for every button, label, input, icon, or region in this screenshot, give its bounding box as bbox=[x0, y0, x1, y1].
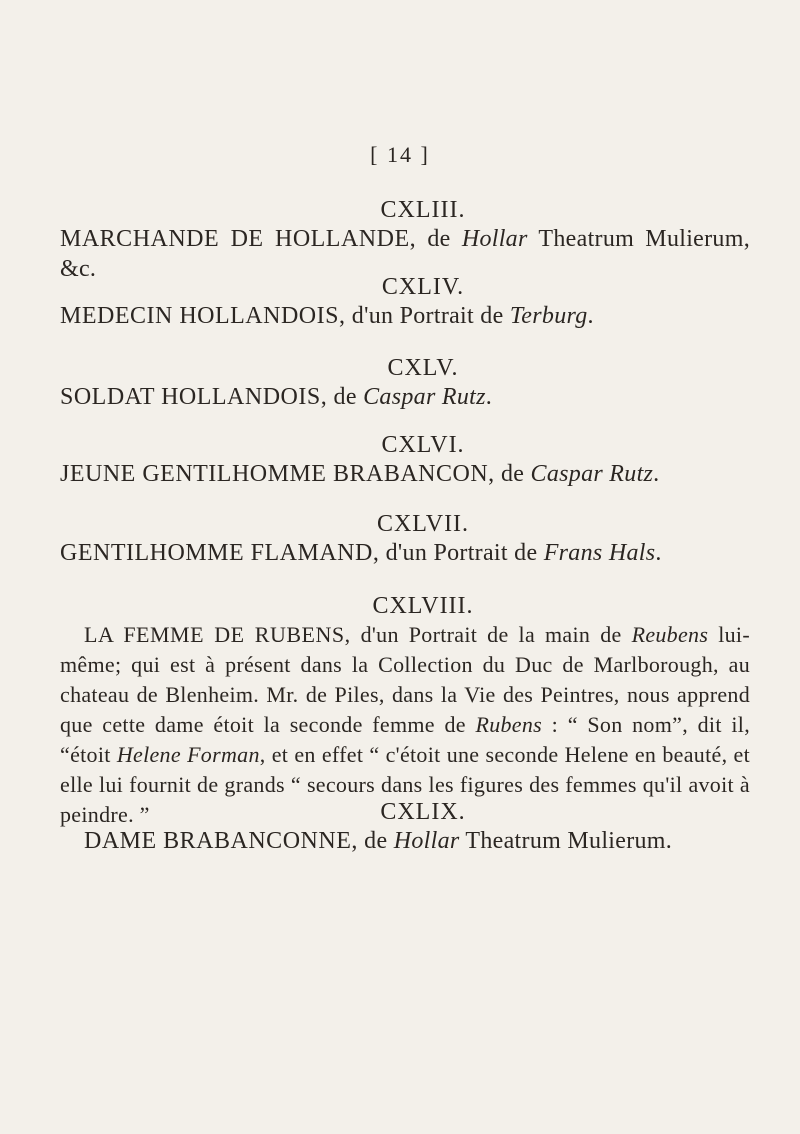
entry-numeral: CXLVII. bbox=[376, 511, 470, 537]
entry-rest-2: : “ Son nom”, dit il, “étoit bbox=[60, 712, 751, 767]
entry-rest: . bbox=[655, 540, 662, 566]
entry-artist: Caspar Rutz bbox=[530, 461, 654, 487]
entry-cxlvi bbox=[60, 431, 750, 489]
entry-caps: LA FEMME DE RUBENS, bbox=[84, 622, 351, 647]
entry-connector: d'un Portrait de bbox=[379, 540, 544, 566]
entry-caps: MARCHANDE DE HOLLANDE, bbox=[60, 226, 417, 252]
entry-artist: Reubens bbox=[631, 622, 709, 647]
entry-numeral: CXLIX. bbox=[380, 799, 466, 825]
entry-cxlv bbox=[60, 354, 750, 412]
entry-rest: Theatrum Mulierum. bbox=[459, 828, 673, 854]
entry-artist-2: Rubens bbox=[475, 712, 543, 737]
entry-artist: Caspar Rutz bbox=[363, 384, 486, 410]
entry-rest: Theatrum Mulierum, &c. bbox=[60, 226, 750, 282]
entry-rest: lui-même; qui est à présent dans la Collection du Duc de Marlborough, au chateau de Blenheim. Mr. de Piles, dans la Vie des Peintres, nous apprend que cette dame étoit la seconde femme de bbox=[60, 622, 750, 737]
entry-title bbox=[60, 538, 750, 568]
entry-title bbox=[60, 301, 750, 331]
entry-caps: GENTILHOMME FLAMAND, bbox=[60, 540, 380, 566]
entry-numeral: CXLVIII. bbox=[372, 593, 474, 619]
entry-cxliii bbox=[60, 196, 750, 284]
entry-numeral: CXLIV. bbox=[381, 274, 465, 300]
entry-caps: DAME BRABANCONNE, bbox=[84, 828, 358, 854]
entry-caps: JEUNE GENTILHOMME BRABANCON, bbox=[60, 461, 495, 487]
entry-rest: . bbox=[653, 461, 660, 487]
entry-connector: de bbox=[357, 828, 394, 854]
entry-connector: de bbox=[327, 384, 364, 410]
entry-rest: . bbox=[485, 384, 493, 410]
entry-title bbox=[60, 826, 750, 856]
entry-numeral: CXLIII. bbox=[380, 197, 466, 223]
entry-artist: Hollar bbox=[461, 226, 528, 252]
entry-cxliv bbox=[60, 273, 750, 331]
entry-cxlviii bbox=[60, 592, 750, 830]
entry-rest: . bbox=[587, 303, 594, 329]
entry-connector: de bbox=[494, 461, 531, 487]
entry-caps: MEDECIN HOLLANDOIS, bbox=[60, 303, 346, 329]
entry-numeral: CXLVI. bbox=[381, 432, 465, 458]
page-number: [ 14 ] bbox=[370, 142, 430, 167]
entry-connector: d'un Portrait de la main de bbox=[350, 622, 632, 647]
entry-rest-3: , et en effet “ c'étoit une seconde Helene en beauté, et elle lui fournit de grands “ secours dans les figures des femmes qu'il avoit à peindre. ” bbox=[60, 742, 750, 827]
entry-artist: Hollar bbox=[393, 828, 460, 854]
entry-numeral: CXLV. bbox=[387, 355, 459, 381]
entry-connector: de bbox=[416, 226, 462, 252]
entry-artist-3: Helene Forman bbox=[116, 742, 260, 767]
entry-artist: Frans Hals bbox=[543, 540, 656, 566]
entry-artist: Terburg bbox=[509, 303, 588, 329]
entry-title bbox=[60, 382, 750, 412]
entry-cxlix bbox=[60, 798, 750, 856]
entry-cxlvii bbox=[60, 510, 750, 568]
entry-title bbox=[60, 459, 750, 489]
entry-connector: d'un Portrait de bbox=[345, 303, 510, 329]
entry-caps: SOLDAT HOLLANDOIS, bbox=[60, 384, 328, 410]
